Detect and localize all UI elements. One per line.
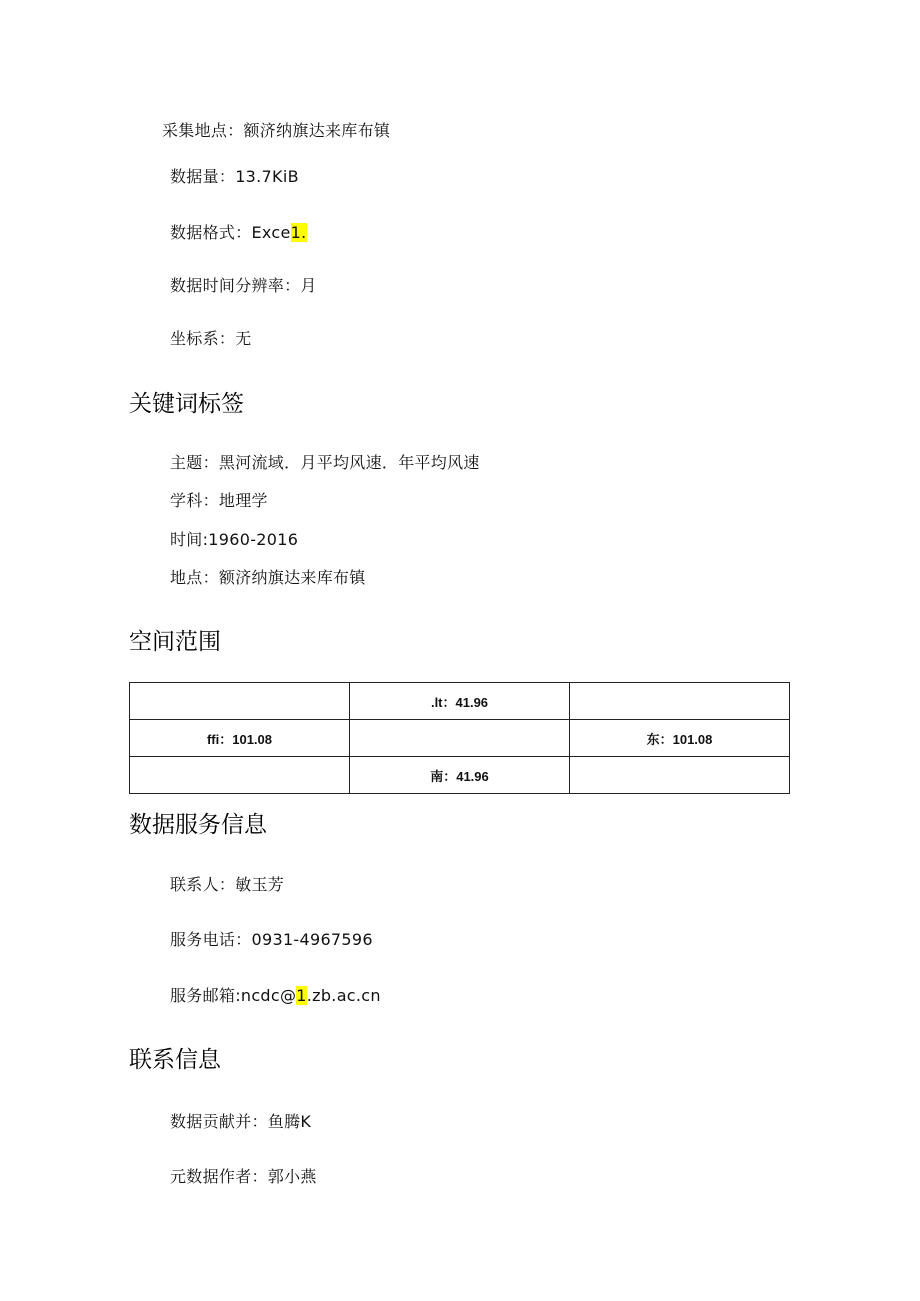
service-email-highlight: 1 bbox=[296, 986, 307, 1005]
metadata-author: 元数据作者：郭小燕 bbox=[170, 1167, 317, 1186]
data-format bbox=[170, 222, 307, 244]
service-email-suffix: .zb.ac.cn bbox=[306, 986, 381, 1005]
time-resolution: 数据时间分辨率：月 bbox=[170, 276, 317, 295]
keyword-theme: 主题：黑河流域．月平均风速．年平均风速 bbox=[170, 453, 480, 472]
west-cell: ffi：101.08 bbox=[130, 720, 350, 757]
service-email-prefix: 服务邮箱:ncdc@ bbox=[170, 986, 297, 1005]
table-row bbox=[130, 757, 790, 794]
data-format-highlight: 1. bbox=[290, 223, 307, 242]
data-contributor: 数据贡献并：鱼腾K bbox=[170, 1112, 312, 1131]
collection-location: 采集地点：额济纳旗达来库布镇 bbox=[162, 121, 391, 140]
east-cell: 东：101.08 bbox=[570, 720, 790, 757]
keyword-time: 时间:1960-2016 bbox=[170, 530, 299, 549]
spatial-heading: 空间范围 bbox=[129, 629, 221, 655]
service-contact: 联系人：敏玉芳 bbox=[170, 875, 285, 894]
service-email bbox=[170, 985, 381, 1007]
service-heading: 数据服务信息 bbox=[129, 812, 267, 838]
keyword-discipline: 学科：地理学 bbox=[170, 491, 268, 510]
data-size: 数据量：13.7KiB bbox=[170, 167, 299, 186]
data-format-text: 数据格式：Exce bbox=[170, 223, 291, 242]
spatial-extent-table bbox=[129, 682, 790, 794]
keywords-heading: 关键词标签 bbox=[129, 391, 244, 417]
north-cell: .lt：41.96 bbox=[350, 683, 570, 720]
table-row bbox=[130, 720, 790, 757]
contact-info-heading: 联系信息 bbox=[129, 1047, 221, 1073]
table-row bbox=[130, 683, 790, 720]
coordinate-system: 坐标系：无 bbox=[170, 329, 252, 348]
table-cell-empty bbox=[130, 683, 350, 720]
table-cell-empty bbox=[350, 720, 570, 757]
south-cell: 南：41.96 bbox=[350, 757, 570, 794]
table-cell-empty bbox=[570, 683, 790, 720]
service-phone: 服务电话：0931-4967596 bbox=[170, 930, 373, 949]
table-cell-empty bbox=[130, 757, 350, 794]
table-cell-empty bbox=[570, 757, 790, 794]
keyword-place: 地点：额济纳旗达来库布镇 bbox=[170, 568, 366, 587]
